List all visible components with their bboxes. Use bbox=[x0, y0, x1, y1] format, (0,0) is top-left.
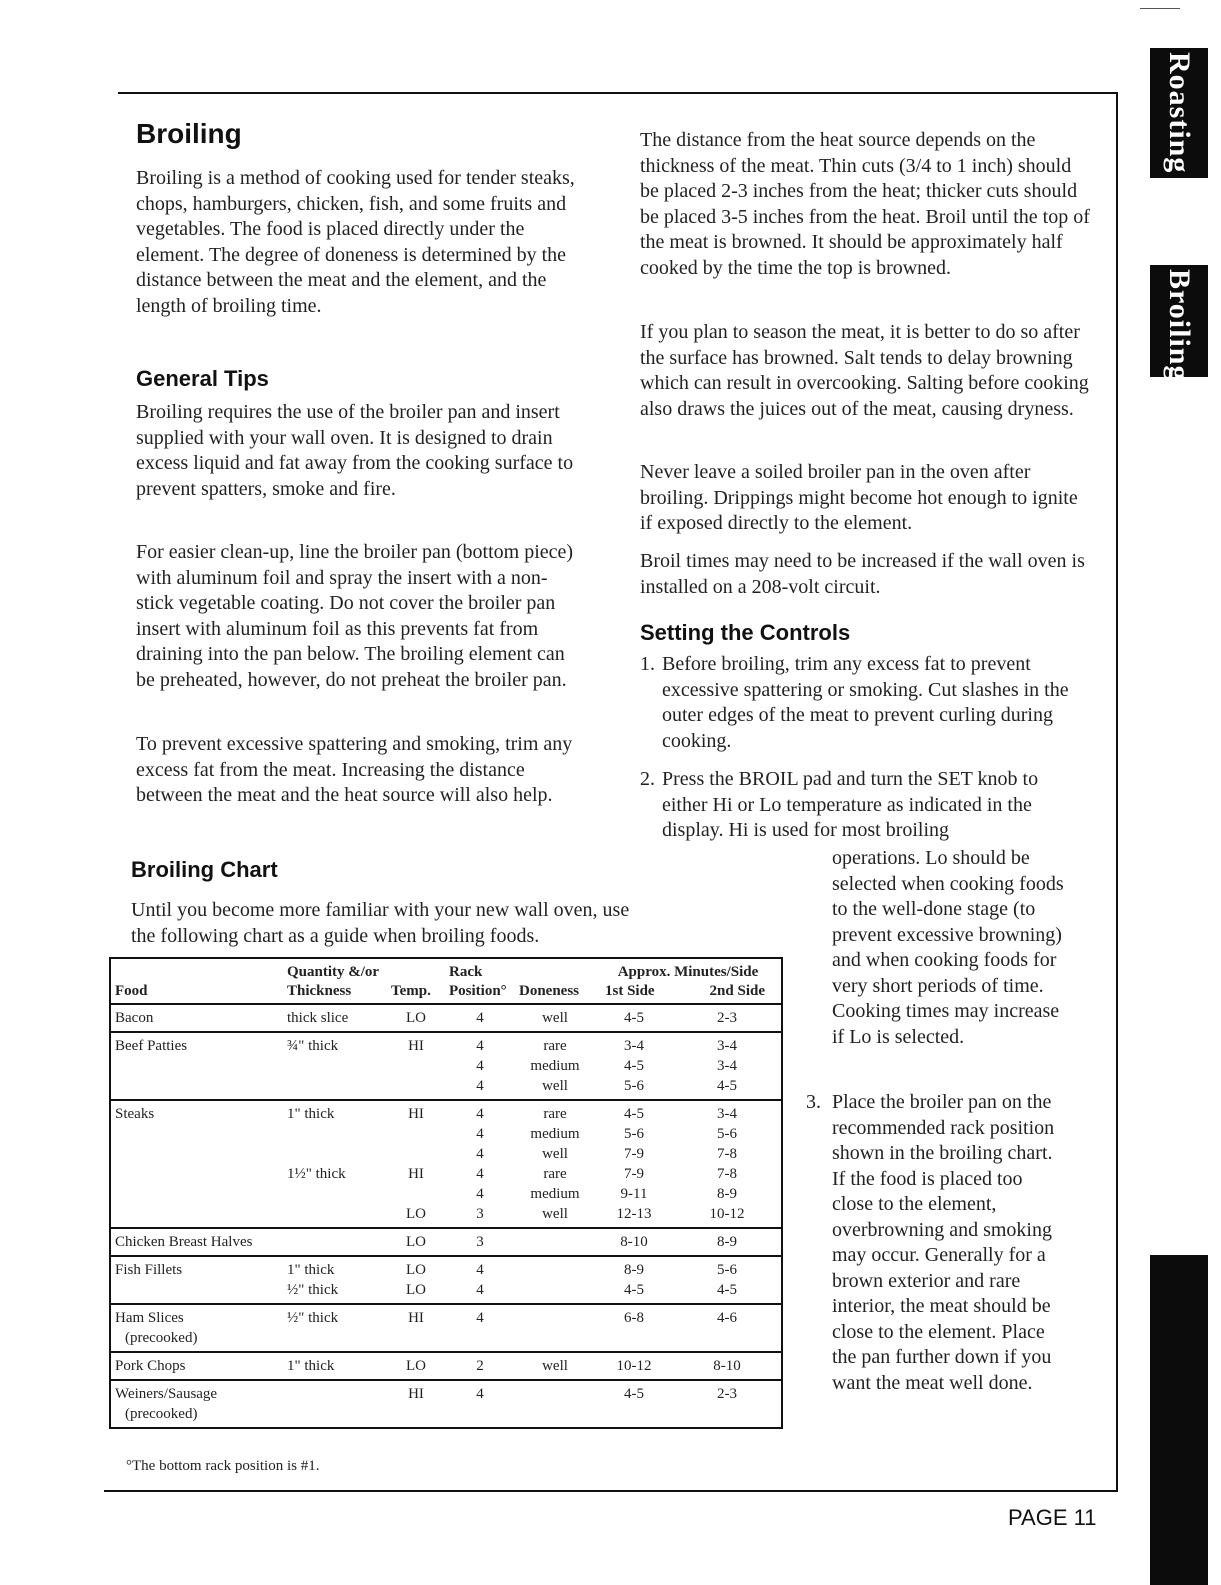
cell-temp: HI HI LO bbox=[406, 1106, 426, 1222]
cell-food: Fish Fillets bbox=[115, 1262, 183, 1278]
cell-doneness: rare medium well bbox=[530, 1038, 580, 1094]
cell-doneness bbox=[515, 1380, 595, 1427]
cell-food: Chicken Breast Halves bbox=[115, 1234, 253, 1250]
table-row bbox=[111, 1228, 781, 1256]
cell-side2: 8-10 bbox=[713, 1358, 741, 1374]
broiling-chart-intro: Until you become more familiar with your new wall oven, use the following chart as a guide when broiling foods. bbox=[131, 899, 630, 947]
cell-side1: 8-10 bbox=[620, 1234, 648, 1250]
chart-footnote: °The bottom rack position is #1. bbox=[126, 1458, 320, 1474]
table-header-row bbox=[111, 959, 781, 1004]
cell-doneness bbox=[515, 1256, 595, 1304]
cell-temp: HI bbox=[408, 1386, 424, 1402]
tab-blank[interactable] bbox=[1150, 1255, 1208, 1585]
frame-top-rule bbox=[118, 92, 1118, 94]
step2-continued: operations. Lo should be selected when cooking foods to the well-done stage (to prevent excessive browning) and when cooking foods for very short periods of time. Cooking times may increase if Lo is selected. bbox=[832, 847, 1064, 1048]
frame-bottom-rule bbox=[104, 1490, 1118, 1492]
right-p2: If you plan to season the meat, it is better to do so after the surface has browned. Salt tends to delay browning which can result in overcooking. Salting before cooking also draws the juices out of the meat, causing dryness. bbox=[640, 321, 1089, 420]
cell-food: Weiners/Sausage (precooked) bbox=[115, 1386, 218, 1422]
cell-side2: 8-9 bbox=[717, 1234, 737, 1250]
cell-side1: 8-9 4-5 bbox=[624, 1262, 644, 1298]
header-food: Food bbox=[115, 983, 148, 999]
cell-rack: 4 4 4 4 4 3 bbox=[476, 1106, 484, 1222]
right-p1: The distance from the heat source depends on the thickness of the meat. Thin cuts (3/4 to 1 inch) should be placed 2-3 inches from the heat; thicker cuts should be placed 3-5 inches from the heat. Broil until the top of the meat is browned. It should be approximately half cooked by the time the top is browned. bbox=[640, 129, 1090, 279]
list-item: 2. Press the BROIL pad and turn the SET knob to either Hi or Lo temperature as indicated in the display. Hi is used for most broiling bbox=[640, 768, 1039, 841]
header-thickness: Quantity &/or Thickness bbox=[287, 964, 380, 999]
header-temp: Temp. bbox=[391, 983, 431, 999]
controls-steps-list bbox=[640, 652, 1080, 857]
cell-thickness bbox=[283, 1380, 387, 1427]
cell-doneness bbox=[515, 1304, 595, 1352]
cell-thickness: ¾" thick bbox=[287, 1038, 339, 1054]
cell-rack: 2 bbox=[476, 1358, 484, 1374]
cell-food: Beef Patties bbox=[115, 1038, 188, 1054]
cell-thickness: ½" thick bbox=[287, 1310, 339, 1326]
list-item: 3. Place the broiler pan on the recommended rack position shown in the broiling chart. If the food is placed too close to the element, overbrowning and smoking may occur. Generally for a brown exterior and rare interior, the meat should be close to the element. Place the pan further down if you want the meat well done. bbox=[806, 1091, 1055, 1394]
cell-temp: LO bbox=[406, 1010, 426, 1026]
table-row bbox=[111, 1256, 781, 1304]
cell-rack: 4 bbox=[476, 1010, 484, 1026]
general-tips-p3: To prevent excessive spattering and smoking, trim any excess fat from the meat. Increasing the distance between the meat and the heat source will also help. bbox=[136, 733, 573, 806]
cell-thickness: thick slice bbox=[287, 1010, 349, 1026]
cell-side1: 3-4 4-5 5-6 bbox=[624, 1038, 644, 1094]
broiling-chart-table bbox=[109, 957, 783, 1429]
cell-doneness: rare medium well rare medium well bbox=[530, 1106, 580, 1222]
cell-temp: HI bbox=[408, 1038, 424, 1054]
cell-doneness: well bbox=[542, 1010, 568, 1026]
cell-rack: 4 bbox=[476, 1310, 484, 1326]
cell-side2: 3-4 3-4 4-5 bbox=[717, 1038, 737, 1094]
cell-food: Steaks bbox=[115, 1106, 155, 1122]
table-row bbox=[111, 1032, 781, 1100]
cell-temp: LO bbox=[406, 1358, 426, 1374]
table-row bbox=[111, 1100, 781, 1228]
cell-side2: 4-6 bbox=[717, 1310, 737, 1326]
table-row bbox=[111, 1004, 781, 1032]
cell-temp: LO bbox=[406, 1234, 426, 1250]
cell-temp: LO LO bbox=[406, 1262, 426, 1298]
tab-roasting[interactable]: Roasting bbox=[1150, 48, 1208, 178]
cell-side1: 4-5 5-6 7-9 7-9 9-11 12-13 bbox=[616, 1106, 652, 1222]
cell-thickness: 1" thick 1½" thick bbox=[287, 1106, 346, 1182]
section-title-broiling: Broiling bbox=[136, 118, 242, 149]
cell-side2: 2-3 bbox=[717, 1386, 737, 1402]
general-tips-p2: For easier clean-up, line the broiler pan (bottom piece) with aluminum foil and spray the insert with a non-stick vegetable coating. Do not cover the broiler pan insert with aluminum foil as this prevents fat from draining into the pan below. The broiling element can be preheated, however, do not preheat the broiler pan. bbox=[136, 541, 574, 691]
right-p4: Broil times may need to be increased if the wall oven is installed on a 208-volt circuit. bbox=[640, 550, 1085, 598]
broiling-intro: Broiling is a method of cooking used for tender steaks, chops, hamburgers, chicken, fish, and some fruits and vegetables. The food is placed directly under the element. The degree of doneness is determined by the distance between the meat and the element, and the length of broiling time. bbox=[136, 167, 575, 317]
cell-side1: 10-12 bbox=[616, 1358, 652, 1374]
cell-side2: 3-4 5-6 7-8 7-8 8-9 10-12 bbox=[709, 1106, 745, 1222]
cell-side2: 2-3 bbox=[717, 1010, 737, 1026]
cell-temp: HI bbox=[408, 1310, 424, 1326]
cell-thickness: 1" thick ½" thick bbox=[287, 1262, 339, 1298]
cell-rack: 4 4 4 bbox=[476, 1038, 484, 1094]
section-title-broiling-chart: Broiling Chart bbox=[131, 857, 278, 882]
table-row bbox=[111, 1380, 781, 1427]
table-row bbox=[111, 1304, 781, 1352]
cell-side1: 4-5 bbox=[624, 1386, 644, 1402]
general-tips-p1: Broiling requires the use of the broiler pan and insert supplied with your wall oven. It is designed to drain excess liquid and fat away from the cooking surface to prevent spatters, smoke and fire. bbox=[136, 401, 574, 500]
tab-broiling[interactable]: Broiling bbox=[1150, 265, 1208, 377]
cell-side2: 5-6 4-5 bbox=[717, 1262, 737, 1298]
cell-rack: 4 bbox=[476, 1386, 484, 1402]
list-item: 1. Before broiling, trim any excess fat to prevent excessive spattering or smoking. Cut slashes in the outer edges of the meat to prevent curling during cooking. bbox=[640, 653, 1069, 752]
right-p3: Never leave a soiled broiler pan in the oven after broiling. Drippings might become hot enough to ignite if exposed directly to the element. bbox=[640, 461, 1078, 534]
section-title-setting-controls: Setting the Controls bbox=[640, 620, 851, 645]
page-number: PAGE 11 bbox=[1008, 1505, 1097, 1530]
header-minutes: Approx. Minutes/Side 1st Side 2nd Side bbox=[605, 964, 765, 999]
cell-food: Ham Slices (precooked) bbox=[115, 1310, 198, 1346]
cell-rack: 3 bbox=[476, 1234, 484, 1250]
section-title-general-tips: General Tips bbox=[136, 366, 269, 391]
cell-food: Bacon bbox=[115, 1010, 154, 1026]
cell-side1: 4-5 bbox=[624, 1010, 644, 1026]
corner-mark bbox=[1140, 8, 1180, 9]
cell-rack: 4 4 bbox=[476, 1262, 484, 1298]
header-doneness: Doneness bbox=[519, 983, 580, 999]
cell-thickness: 1" thick bbox=[287, 1358, 335, 1374]
cell-doneness bbox=[515, 1228, 595, 1256]
cell-doneness: well bbox=[542, 1358, 568, 1374]
cell-side1: 6-8 bbox=[624, 1310, 644, 1326]
frame-right-rule bbox=[1116, 92, 1118, 1492]
table-row bbox=[111, 1352, 781, 1380]
cell-food: Pork Chops bbox=[115, 1358, 186, 1374]
header-rack: Rack Position° bbox=[449, 964, 507, 999]
